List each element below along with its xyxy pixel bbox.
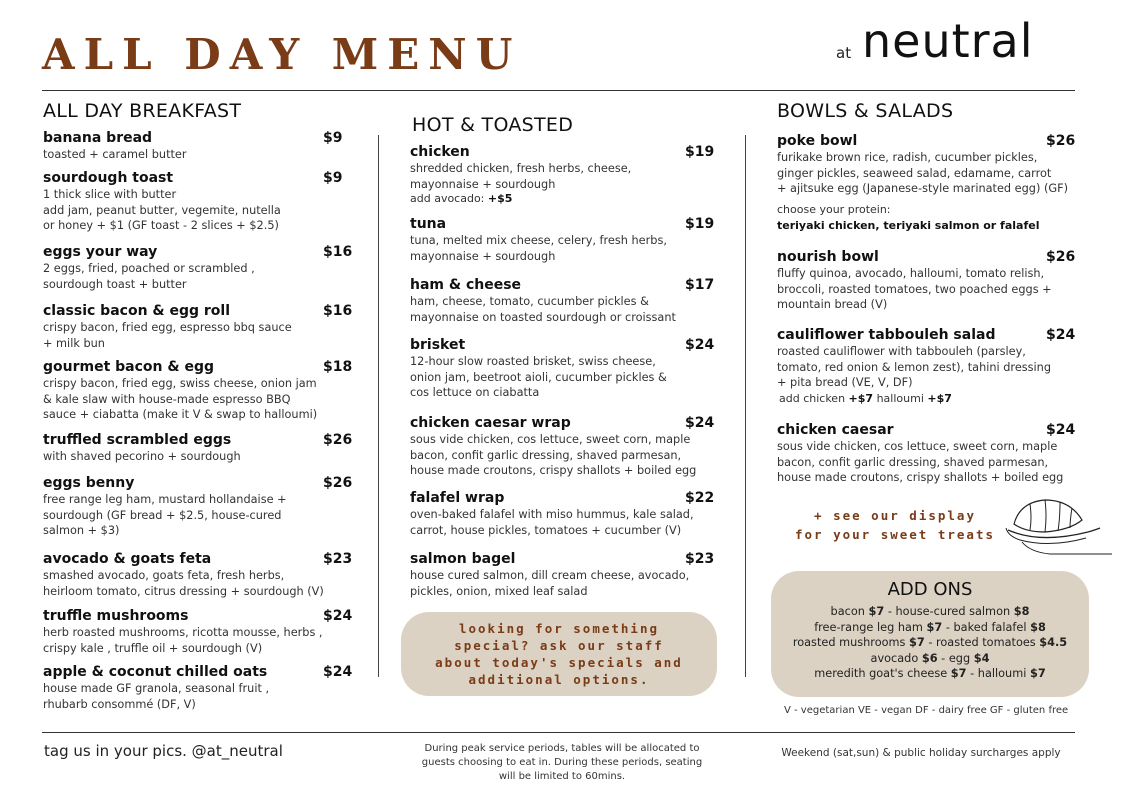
menu-item-name: chicken caesar wrap <box>410 415 571 431</box>
menu-item-description: with shaved pecorino + sourdough <box>43 450 241 463</box>
menu-item-price: $16 <box>323 244 353 260</box>
menu-item-name: eggs your way <box>43 244 158 260</box>
peak-service-note: During peak service periods, tables will be allocated to guests choosing to eat in. During these periods, seating will be limited to 60mins. <box>421 743 703 782</box>
column-divider-left <box>378 135 379 677</box>
menu-item-description: 1 thick slice with butter add jam, peanut butter, vegemite, nutella or honey + $1 (GF toast - 2 slices + $2.5) <box>43 188 281 233</box>
menu-item-description: toasted + caramel butter <box>43 148 187 161</box>
section-heading-bowls: BOWLS & SALADS <box>777 100 954 122</box>
menu-item-name: nourish bowl <box>777 249 879 265</box>
croissant-plate-icon <box>1000 492 1115 562</box>
addons-heading: ADD ONS <box>887 579 973 600</box>
menu-item-price: $18 <box>323 359 353 375</box>
display-promo-text: + see our display for your sweet treats <box>794 508 996 542</box>
menu-item-name: classic bacon & egg roll <box>43 303 231 319</box>
addon-line: bacon $7 - house-cured salmon $8 <box>830 605 1030 618</box>
brand-at-text: at <box>836 44 852 62</box>
addon-line: roasted mushrooms $7 - roasted tomatoes $4.5 <box>792 636 1068 650</box>
brand-logo-text: neutral <box>862 14 1034 68</box>
menu-item-description: 12-hour slow roasted brisket, swiss cheese, onion jam, beetroot aioli, cucumber pickles & cos lettuce on ciabatta <box>410 355 667 400</box>
menu-item-name: poke bowl <box>777 133 858 149</box>
dietary-legend: V - vegetarian VE - vegan DF - dairy free GF - gluten free <box>784 705 1069 716</box>
protein-options: teriyaki chicken, teriyaki salmon or falafel <box>777 219 1040 232</box>
menu-item-description: house made GF granola, seasonal fruit , rhubarb consommé (DF, V) <box>43 682 270 711</box>
menu-item-name: salmon bagel <box>410 551 516 567</box>
menu-item-name: cauliflower tabbouleh salad <box>777 327 996 343</box>
menu-item-price: $24 <box>323 664 353 680</box>
menu-item-name: apple & coconut chilled oats <box>43 664 268 680</box>
menu-item-price: $26 <box>1046 133 1076 149</box>
menu-item-description: fluffy quinoa, avocado, halloumi, tomato relish, broccoli, roasted tomatoes, two poached eggs + mountain bread (V) <box>777 267 1052 312</box>
specials-callout <box>401 612 717 696</box>
menu-item-name: tuna <box>410 216 447 232</box>
menu-item-name: gourmet bacon & egg <box>43 359 215 375</box>
menu-item-price: $23 <box>323 551 353 567</box>
menu-item-description: shredded chicken, fresh herbs, cheese, mayonnaise + sourdough <box>410 162 632 191</box>
addon-line: avocado $6 - egg $4 <box>870 651 990 665</box>
section-heading-hot-toasted: HOT & TOASTED <box>412 114 574 136</box>
menu-item-price: $22 <box>685 490 715 506</box>
menu-item-price: $26 <box>323 475 353 491</box>
addon-line: free-range leg ham $7 - baked falafel $8 <box>814 620 1046 634</box>
menu-item-description: oven-baked falafel with miso hummus, kale salad, carrot, house pickles, tomatoes + cucumber (V) <box>410 508 694 537</box>
menu-item-price: $24 <box>323 608 353 624</box>
menu-item-description: sous vide chicken, cos lettuce, sweet corn, maple bacon, confit garlic dressing, shaved parmesan, house made croutons, crispy shallots + boiled egg <box>777 440 1064 485</box>
social-tag: tag us in your pics. @at_neutral <box>44 742 283 760</box>
addons-panel <box>771 571 1089 697</box>
section-heading-breakfast: ALL DAY BREAKFAST <box>43 100 242 122</box>
column-divider-right <box>745 135 746 677</box>
menu-item-price: $16 <box>323 303 353 319</box>
menu-item-name: chicken caesar <box>777 422 894 438</box>
menu-item-description: herb roasted mushrooms, ricotta mousse, herbs , crispy kale , truffle oil + sourdough (V) <box>43 626 323 655</box>
menu-item-price: $23 <box>685 551 715 567</box>
menu-item-description: roasted cauliflower with tabbouleh (parsley, tomato, red onion & lemon zest), tahini dressing + pita bread (VE, V, DF) <box>777 345 1052 390</box>
menu-item-description: ham, cheese, tomato, cucumber pickles & mayonnaise on toasted sourdough or croissant <box>410 295 676 324</box>
menu-item-description: furikake brown rice, radish, cucumber pickles, ginger pickles, seaweed salad, edamame, carrot + ajitsuke egg (Japanese-style marinated egg) (GF) <box>777 151 1069 196</box>
menu-item-description: crispy bacon, fried egg, swiss cheese, onion jam & kale slaw with house-made espresso BBQ sauce + ciabatta (make it V & swap to halloumi) <box>43 377 318 422</box>
menu-item-description: crispy bacon, fried egg, espresso bbq sauce + milk bun <box>43 321 292 350</box>
header-divider <box>42 90 1075 91</box>
menu-item-name: falafel wrap <box>410 490 505 506</box>
footer-divider <box>42 732 1075 733</box>
menu-item-price: $24 <box>1046 327 1076 343</box>
tabbouleh-addon-note: add chicken +$7 halloumi +$7 <box>779 392 952 405</box>
menu-item-price: $17 <box>685 277 715 293</box>
menu-item-name: truffle mushrooms <box>43 608 189 624</box>
addon-line: meredith goat's cheese $7 - halloumi $7 <box>814 667 1046 681</box>
page-title: ALL DAY MENU <box>42 30 522 79</box>
menu-item-name: ham & cheese <box>410 277 522 293</box>
menu-item-price: $19 <box>685 144 715 160</box>
menu-item-name: eggs benny <box>43 475 135 491</box>
menu-item-description: 2 eggs, fried, poached or scrambled , sourdough toast + butter <box>43 262 255 291</box>
menu-item-description: sous vide chicken, cos lettuce, sweet corn, maple bacon, confit garlic dressing, shaved parmesan, house made croutons, crispy shallots + boiled egg <box>410 433 697 478</box>
menu-item-name: banana bread <box>43 130 153 146</box>
menu-item-name: sourdough toast <box>43 170 174 186</box>
menu-item-price: $9 <box>323 170 343 186</box>
menu-item-name: avocado & goats feta <box>43 551 212 567</box>
specials-text: looking for something special? ask our staff about today's specials and additional options. <box>435 621 683 687</box>
menu-item-price: $9 <box>323 130 343 146</box>
menu-item-description: tuna, melted mix cheese, celery, fresh herbs, mayonnaise + sourdough <box>410 234 667 263</box>
menu-item-price: $26 <box>323 432 353 448</box>
menu-item-name: brisket <box>410 337 466 353</box>
menu-item-description: free range leg ham, mustard hollandaise + sourdough (GF bread + $2.5, house-cured salmon + $3) <box>43 493 287 538</box>
menu-item-price: $24 <box>685 415 715 431</box>
menu-item-price: $19 <box>685 216 715 232</box>
menu-item-name: chicken <box>410 144 470 160</box>
menu-item-description: house cured salmon, dill cream cheese, avocado, pickles, onion, mixed leaf salad <box>410 569 690 598</box>
menu-item-price: $24 <box>685 337 715 353</box>
menu-item-price: $26 <box>1046 249 1076 265</box>
menu-item-description: smashed avocado, goats feta, fresh herbs, heirloom tomato, citrus dressing + sourdough (V) <box>43 569 324 598</box>
chicken-addon-note: add avocado: +$5 <box>410 192 513 205</box>
menu-item-price: $24 <box>1046 422 1076 438</box>
protein-prompt: choose your protein: <box>777 203 891 216</box>
menu-item-name: truffled scrambled eggs <box>43 432 232 448</box>
surcharge-note: Weekend (sat,sun) & public holiday surcharges apply <box>781 747 1061 759</box>
